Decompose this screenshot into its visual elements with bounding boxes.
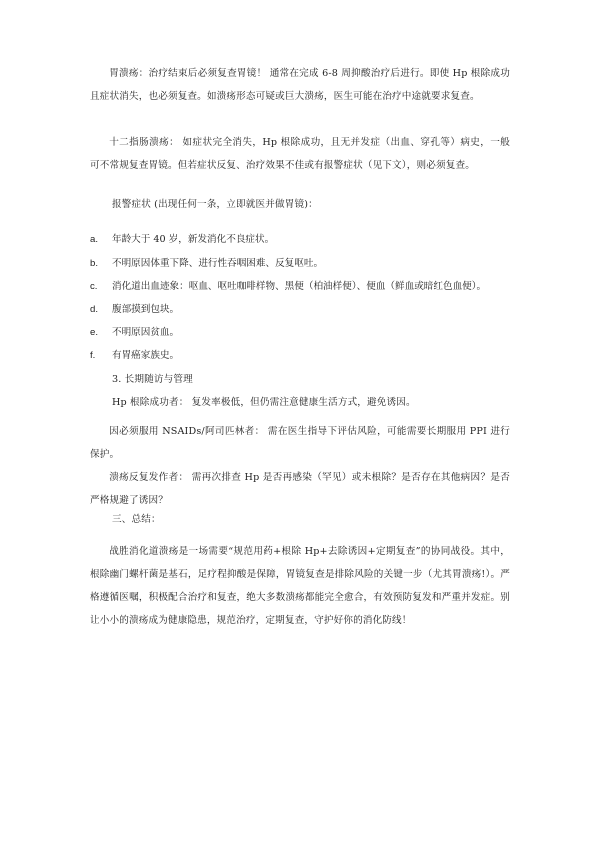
section-heading-follow-up: 3. 长期随访与管理 (112, 374, 193, 385)
hp-eradicated-paragraph: Hp 根除成功者： 复发率极低，但仍需注意健康生活方式，避免诱因。 (112, 397, 416, 408)
list-item (90, 280, 486, 294)
list-item-text: 消化道出血迹象：呕血、呕吐咖啡样物、黑便（柏油样便）、便血（鲜血或暗红色血便）。 (112, 281, 487, 292)
list-marker: f. (90, 350, 96, 361)
list-marker: b. (90, 258, 99, 269)
list-item (90, 233, 274, 247)
list-item-text: 不明原因体重下降、进行性吞咽困难、反复呕吐。 (112, 258, 324, 269)
gastric-ulcer-paragraph: 胃溃疡：治疗结束后必须复查胃镜！ 通常在完成 6-8 周抑酸治疗后进行。即使 Hp 根除成功且症状消失，也必须复查。如溃疡形态可疑或巨大溃疡，医生可能在治疗中途就要求复查。 (90, 68, 510, 102)
list-item (90, 303, 179, 317)
list-marker: d. (90, 304, 99, 315)
alarm-symptoms-heading: 报警症状 (出现任何一条，立即就医并做胃镜)： (112, 199, 318, 210)
list-item (90, 257, 323, 271)
recurrent-ulcer-paragraph: 溃疡反复发作者： 需再次排查 Hp 是否再感染（罕见）或未根除？是否存在其他病因？是否严格规避了诱因？ (90, 472, 510, 506)
list-item-text: 腹部摸到包块。 (112, 304, 180, 315)
list-item (90, 326, 179, 340)
summary-heading: 三、总结： (112, 514, 161, 525)
duodenal-ulcer-paragraph: 十二指肠溃疡： 如症状完全消失，Hp 根除成功，且无并发症（出血、穿孔等）病史，一般可不常规复查胃镜。但若症状反复、治疗效果不佳或有报警症状（见下文），则必须复查。 (90, 137, 510, 171)
list-marker: a. (90, 234, 99, 245)
list-item-text: 有胃癌家族史。 (112, 350, 180, 361)
list-item-text: 年龄大于 40 岁，新发消化不良症状。 (112, 234, 275, 245)
nsaids-paragraph: 因必须服用 NSAIDs/阿司匹林者： 需在医生指导下评估风险，可能需要长期服用 PPI 进行保护。 (90, 426, 510, 460)
list-item-text: 不明原因贫血。 (112, 327, 180, 338)
summary-paragraph: 战胜消化道溃疡是一场需要“规范用药+根除 Hp+去除诱因+定期复查”的协同战役。其中，根除幽门螺杆菌是基石，足疗程抑酸是保障，胃镜复查是排除风险的关键一步（尤其胃溃疡!）。严格遵循医嘱，积极配合治疗和复查，绝大多数溃疡都能完全愈合，有效预防复发和严重并发症。别让小小的溃疡成为健康隐患，规范治疗，定期复查，守护好你的消化防线！ (90, 546, 510, 626)
list-item (90, 349, 179, 363)
list-marker: c. (90, 281, 98, 292)
list-marker: e. (90, 327, 99, 338)
